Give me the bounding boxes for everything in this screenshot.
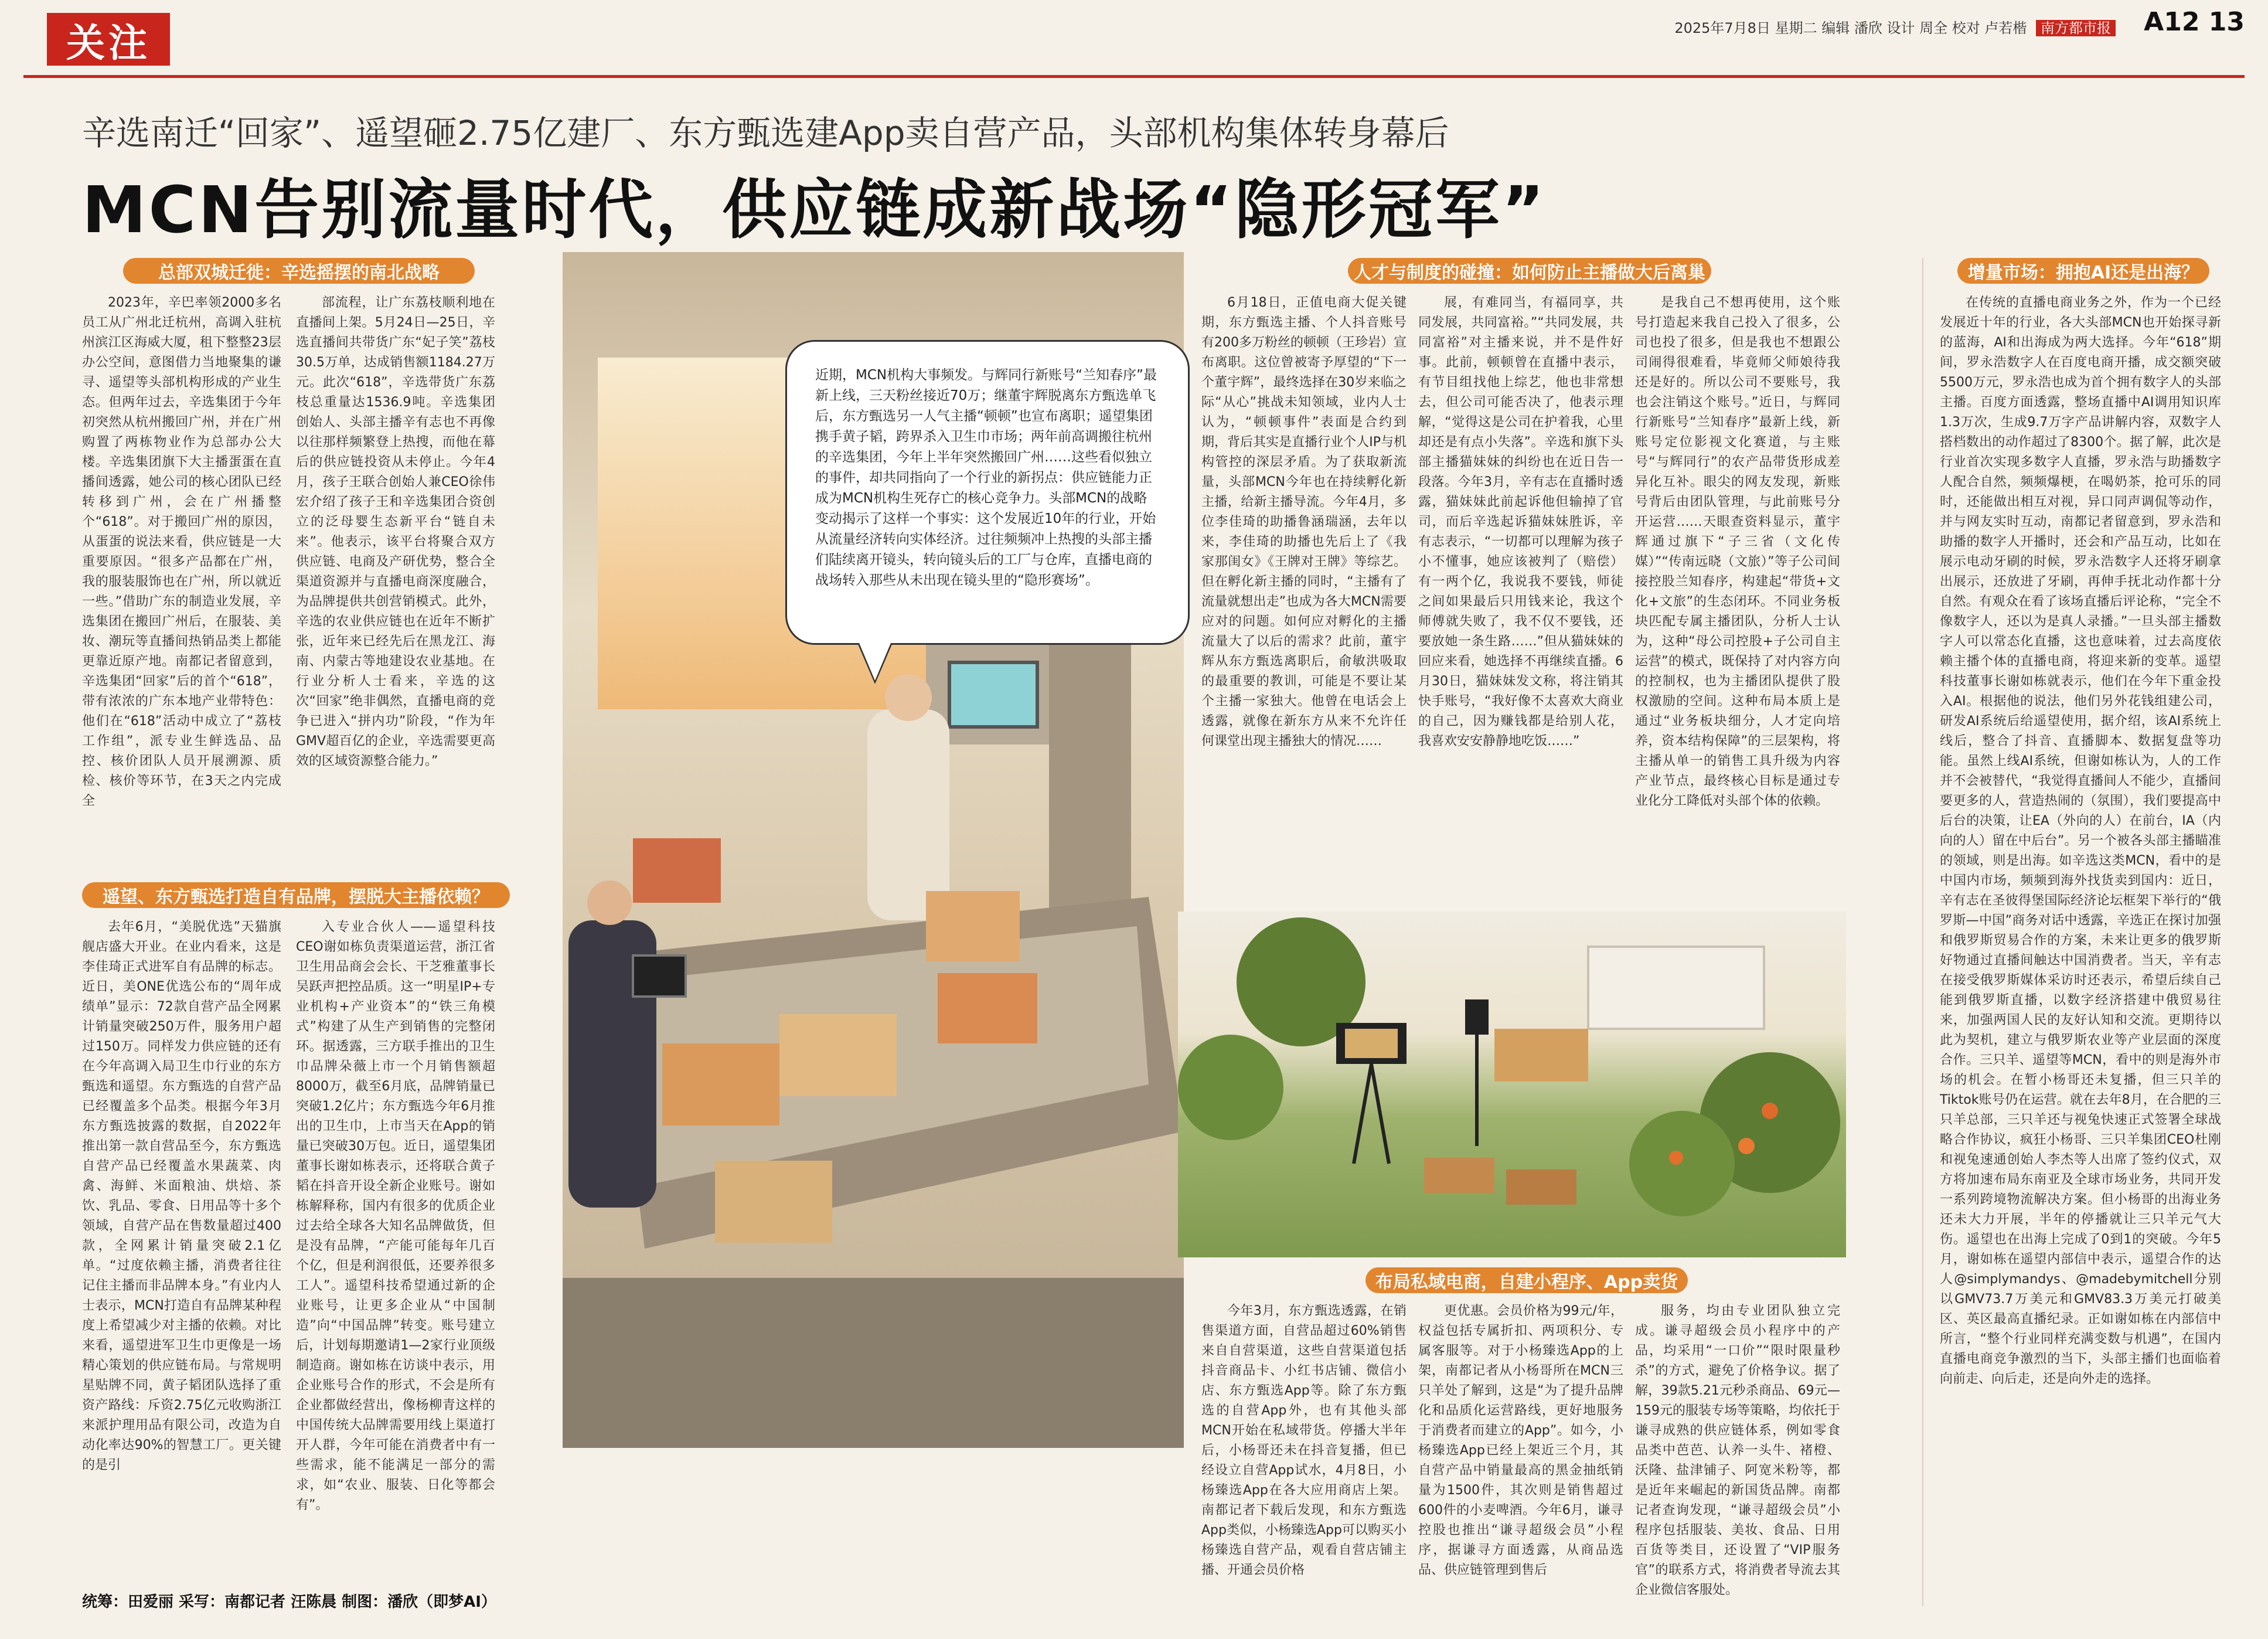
section-header-s2: 遥望、东方甄选打造自有品牌，摆脱大主播依赖？ (82, 882, 510, 908)
credits-line: 统筹：田爱丽 采写：南都记者 汪陈晨 制图：潘欣（即梦AI） (82, 1593, 496, 1611)
header-rule (23, 75, 2245, 78)
column-s4 (1940, 293, 2221, 1606)
paragraph: 部流程，让广东荔枝顺利地在直播间上架。5月24日—25日，辛选直播间共带货广东“妃子笑”荔枝30.5万单，达成销售额1184.27万元。此次“618”，辛选带货广东荔枝总重量达1536.9吨。辛选集团创始人、头部主播辛有志也不再像以往那样频繁登上热搜，而他在幕后的供应链投资从未停止。今年4月，孩子王联合创始人兼CEO徐伟宏介绍了孩子王和辛选集团合资创立的泛母婴生态新平台“链自未来”。他表示，该平台将聚合双方供应链、电商及产研优势，整合全渠道资源并与直播电商深度融合，为品牌提供共创营销模式。此外，辛选的农业供应链也在近年不断扩张，近年来已经先后在黑龙江、海南、内蒙古等地建设农业基地。在行业分析人士看来，辛选的这次“回家”绝非偶然，直播电商的竞争已进入“拼内功”阶段，“作为年GMV超百亿的企业，辛选需要更高效的区域资源整合能力。” (296, 295, 495, 769)
page-header (0, 0, 2268, 76)
paragraph: 入专业合伙人——遥望科技CEO谢如栋负责渠道运营，浙江省卫生用品商会会长、干芝雅董事长吴跃声把控品质。这一“明星IP+专业机构+产业资本”的“铁三角模式”构建了从生产到销售的完整闭环。据透露，三方联手推出的卫生巾品牌朵薇上市一个月销售额超8000万，截至6月底，品牌销量已突破1.2亿片；东方甄选今年6月推出的卫生巾，上市当天在App的销量已突破30万包。近日，遥望集团董事长谢如栋表示，还将联合黄子韬在抖音开设全新企业账号。谢如栋解释称，国内有很多的优质企业过去给全球各大知名品牌做货，但是没有品牌，“产能可能每年几百个亿，但是利润很低，还要养很多工人”。遥望科技希望通过新的企业账号，让更多企业从“中国制造”向“中国品牌”转变。账号建立后，计划每期邀请1—2家行业顶级制造商。谢如栋在访谈中表示，用企业账号合作的形式，不会是所有企业都做经营出，像杨柳青这样的中国传统大品牌需要用线上渠道打开人群，今年可能在消费者中有一些需求，能不能满足一部分的需求，如“农业、服装、日化等都会有”。 (296, 920, 495, 1512)
issue-meta-text: 2025年7月8日 星期二 编辑 潘欣 设计 周全 校对 卢若楷 (1674, 20, 2027, 36)
column-s2-a (82, 917, 281, 1574)
paragraph: 今年3月，东方甄选透露，在销售渠道方面，自营品超过60%销售来自自营渠道，这些自营渠道包括抖音商品卡、小红书店铺、微信小店、东方甄选App等。除了东方甄选的自营App外，也有其他头部MCN开始在私域带货。停播大半年后，小杨哥还未在抖音复播，但已经设立自营App试水，4月8日，小杨臻选App在各大应用商店上架。南都记者下载后发现，和东方甄选App类似，小杨臻选App可以购买小杨臻选自营产品，观看自营店铺主播、开通会员价格 (1201, 1304, 1407, 1577)
article-headline: MCN告别流量时代，供应链成新战场“隐形冠军” (82, 172, 1547, 247)
column-s5-b (1418, 1301, 1623, 1606)
column-s3-a (1201, 293, 1407, 885)
bubble-tail-fill (859, 643, 891, 681)
orchard-art (1178, 912, 1846, 1257)
summary-text: 近期，MCN机构大事频发。与辉同行新账号“兰知春序”最新上线，三天粉丝接近70万；继董宇辉脱离东方甄选单飞后，东方甄选另一人气主播“顿顿”也宣布离职；遥望集团携手黄子韬，跨界杀入卫生巾市场；两年前高调搬往杭州的辛选集团，今年上半年突然搬回广州……这些看似独立的事件，却共同指向了一个行业的新拐点：供应链能力正成为MCN机构生死存亡的核心竞争力。头部MCN的战略变动揭示了这样一个事实：这个发展近10年的行业，开始从流量经济转向实体经济。过往频频冲上热搜的头部主播们陆续离开镜头，转向镜头后的工厂与仓库，直播电商的战场转入那些从未出现在镜头里的“隐形赛场”。 (815, 368, 1157, 588)
paragraph: 去年6月，“美脱优选”天猫旗舰店盛大开业。在业内看来，这是李佳琦正式进军自有品牌的标志。近日，美ONE优选公布的“周年成绩单”显示：72款自营产品全网累计销量突破250万件，服务用户超过150万。同样发力供应链的还有在今年高调入局卫生巾行业的东方甄选和遥望。东方甄选的自营产品已经覆盖多个品类。根据今年3月东方甄选披露的数据，自2022年推出第一款自营品至今，东方甄选自营产品已经覆盖水果蔬菜、肉禽、海鲜、米面粮油、烘焙、茶饮、乳品、零食、日用品等十多个领域，自营产品在售数量超过400款，全网累计销量突破2.1亿单。“过度依赖主播，消费者往往记住主播而非品牌本身。”有业内人士表示，MCN打造自有品牌某种程度上希望减少对主播的依赖。对比来看，遥望进军卫生巾更像是一场精心策划的供应链布局。与常规明星贴牌不同，黄子韬团队选择了重资产路线：斥资2.75亿元收购浙江来派护理用品有限公司，改造为自动化率达90%的智慧工厂。更关键的是引 (82, 920, 281, 1473)
paragraph: 服务，均由专业团队独立完成。谦寻超级会员小程序中的产品，均采用“一口价”“限时限量秒杀”的方式，避免了价格争议。据了解，39款5.21元秒杀商品、69元—159元的服装专场等策略，均依托于谦寻成熟的供应链体系，例如零食品类中芭芭、认养一头牛、褚橙、沃隆、盐津铺子、阿宽米粉等，都是近年来崛起的新国货品牌。南都记者查询发现，“谦寻超级会员”小程序包括服装、美妆、食品、日用百货等类目，还设置了“VIP服务官”的联系方式，将消费者导流去其企业微信客服处。 (1635, 1304, 1840, 1597)
paragraph: 更优惠。会员价格为99元/年，权益包括专属折扣、两项积分、专属客服等。对于小杨臻选App的上架，南都记者从小杨哥所在MCN三只羊处了解到，这是“为了提升品牌化和品质化运营路线，更好地服务于消费者而建立的App”。如今，小杨臻选App已经上架近三个月，其自营产品中销量最高的黑金抽纸销量为1500件，其次则是销售超过600件的小麦啤酒。今年6月，谦寻控股也推出“谦寻超级会员”小程序，据谦寻方面透露，从商品选品、供应链管理到售后 (1418, 1304, 1623, 1577)
section-header-s1: 总部双城迁徙：辛选摇摆的南北战略 (123, 258, 475, 284)
column-s2-b (296, 917, 495, 1574)
column-s3-c (1635, 293, 1840, 885)
section-header-s3: 人才与制度的碰撞：如何防止主播做大后离巢 (1348, 258, 1711, 284)
section-header-s4: 增量市场：拥抱AI还是出海？ (1957, 258, 2209, 284)
column-s5-c (1635, 1301, 1840, 1606)
ai-illustration-orchard (1178, 912, 1846, 1257)
paragraph: 在传统的直播电商业务之外，作为一个已经发展近十年的行业，各大头部MCN也开始探寻新的蓝海，AI和出海成为两大选择。今年“618”期间，罗永浩数字人在百度电商开播，成交额突破5500万元，罗永浩也成为首个拥有数字人的头部主播。百度方面透露，整场直播中AI调用知识库1.3万次，生成9.7万字产品讲解内容，双数字人搭档数出的动作超过了8300个。据了解，此次是行业首次实现多数字人直播，罗永浩与助播数字人配合自然，频频爆梗，在喝奶茶，抢可乐的同时，还能做出相互对视，异口同声调侃等动作，并与网友实时互动，南都记者留意到，罗永浩和助播的数字人开播时，还会和产品互动，比如在展示电动牙刷的时候，罗永浩数字人还将牙刷拿出展示，还放进了牙刷，再伸手抚北动作都十分自然。有观众在看了该场直播后评论称，“完全不像数字人，还以为是真人录播。”一旦头部主播数字人可以常态化直播，这也意味着，过去高度依赖主播个体的直播电商，将迎来新的变革。遥望科技董事长谢如栋就表示，他们在今年下重金投入AI。根据他的说法，他们另外花钱组建公司，研发AI系统后给遥望使用，据介绍，该AI系统上线后，整合了抖音、直播脚本、数据复盘等功能。虽然上线AI系统，但谢如栋认为，人的工作并不会被替代，“我觉得直播间人不能少，直播间要更多的人，营造热闹的（氛围），我们要提高中后台的决策，让EA（外向的人）在前台，IA（内向的人）留在中后台”。另一个被各头部主播瞄准的领域，则是出海。如辛选这类MCN，看中的是中国内市场，频频到海外找货卖到国内：近日，辛有志在圣彼得堡国际经济论坛框架下举行的“俄罗斯—中国”商务对话中透露，辛选正在探讨加强和俄罗斯贸易合作的方案，未来让更多的俄罗斯好物通过直播间触达中国消费者。当天，辛有志在接受俄罗斯媒体采访时还表示，希望后续自己能到俄罗斯直播，以数字经济搭建中俄贸易往来，加强两国人民的友好认知和交流。更期待以此为契机，建立与俄罗斯农业等产业层面的深度合作。三只羊、遥望等MCN，看中的则是海外市场的机会。在暂小杨哥还未复播，但三只羊的Tiktok账号仍在运营。就在去年8月，在合肥的三只羊总部，三只羊还与视兔快速正式签署全球战略合作协议，疯狂小杨哥、三只羊集团CEO杜刚和视兔速通创始人李杰等人出席了签约仪式，双方将加速布局东南亚及全球市场业务，共同开发一系列跨境物流解决方案。但小杨哥的出海业务还未大力开展，半年的停播就让三只羊元气大伤。遥望也在出海上完成了0到1的突破。今年5月，谢如栋在遥望内部信中表示，遥望合作的达人@simplymandys、@madebymitchell分别以GMV73.7万美元和GMV83.3万美元打破美区、英区最高直播纪录。正如谢如栋在内部信中所言，“整个行业同样充满变数与机遇”，在国内直播电商竞争激烈的当下，头部主播们也面临着向前走、向后走，还是向外走的选择。 (1940, 295, 2221, 1386)
brand-logo: 南方都市报 (2036, 20, 2116, 36)
paragraph: 2023年，辛巴率领2000多名员工从广州北迁杭州，高调入驻杭州滨江区海威大厦，租下整整23层办公空间，意图借力当地聚集的谦寻、遥望等头部机构形成的产业生态。但两年过去，辛选集团于今年初突然从杭州搬回广州，并在广州购置了两栋物业作为总部办公大楼。辛选集团旗下大主播蛋蛋在直播间透露，她公司的核心团队已经转移到广州，会在广州播整个“618”。对于搬回广州的原因，从蛋蛋的说法来看，供应链是一大重要原因。“很多产品都在广州，我的服装服饰也在广州，所以就近一些。”借助广东的制造业发展，辛选集团在搬回广州后，在服装、美妆、潮玩等直播间热销品类上都能更靠近原产地。南都记者留意到，辛选集团“回家”后的首个“618”，带有浓浓的广东本地产业带特色：他们在“618”活动中成立了“荔枝工作组”，派专业生鲜选品、品控、核价团队人员开展溯源、质检、核价等环节，在3天之内完成全 (82, 295, 281, 808)
column-s5-a (1201, 1301, 1407, 1606)
article-subtitle: 辛选南迁“回家”、遥望砸2.75亿建厂、东方甄选建App卖自营产品，头部机构集体转身幕后 (82, 113, 1449, 153)
column-s1-b (296, 293, 495, 885)
section-tag: 关注 (47, 13, 170, 66)
column-s3-b (1418, 293, 1623, 885)
column-s1-a (82, 293, 281, 885)
paragraph: 6月18日，正值电商大促关键期，东方甄选主播、个人抖音账号有200多万粉丝的顿顿（王珍岩）宣布离职。这位曾被寄予厚望的“下一个董宇辉”，最终选择在30岁来临之际“从心”挑战未知领域，业内人士认为，“顿顿事件”表面是合约到期，背后其实是直播行业个人IP与机构管控的深层矛盾。为了获取新流量，头部MCN今年也在持续孵化新主播，给新主播导流。今年4月，多位李佳琦的助播鲁涵瑞涵，去年以来，李佳琦的助播也先后上了《我家那闺女》《王牌对王牌》等综艺。但在孵化新主播的同时，“主播有了流量就想出走”也成为各大MCN需要应对的问题。如何应对孵化的主播流量大了以后的需求？此前，董宇辉从东方甄选离职后，俞敏洪吸取的最重要的教训，可能是不要让某个主播一家独大。他曾在电话会上透露，就像在新东方从来不允许任何课堂出现主播独大的情况…… (1201, 295, 1407, 749)
column-divider (1922, 258, 1923, 1606)
speech-bubble-summary (785, 340, 1190, 645)
paragraph: 展，有难同当，有福同享，共同发展，共同富裕。”“共同发展，共同富裕”对主播来说，并不是件好事。此前，顿顿曾在直播中表示，有节目组找他上综艺，他也非常想去，但公司可能否决了，他表示理解，“觉得这是公司在护着我，心里却还是有点小失落”。辛选和旗下头部主播猫妹妹的纠纷也在近日告一段落。今年3月，辛有志在直播时透露，猫妹妹此前起诉他但输掉了官司，而后辛选起诉猫妹妹胜诉，辛有志表示，“一切都可以理解为孩子小不懂事，她应该被判了（赔偿）有一两个亿，我说我不要钱，师徒之间如果最后只用钱来论，我这个师傅就失败了，我不仅不要钱，还要放她一条生路……”但从猫妹妹的回应来看，她选择不再继续直播。6月30日，猫妹妹发文称，将注销其快手账号，“我好像不太喜欢大商业的自己，因为赚钱都是给别人花，我喜欢安安静静地吃饭……” (1418, 295, 1623, 749)
section-header-s5: 布局私域电商，自建小程序、App卖货 (1365, 1267, 1688, 1293)
page-number: A12 13 (2144, 7, 2245, 37)
issue-meta (1674, 16, 2116, 37)
paragraph: 是我自己不想再使用，这个账号打造起来我自己投入了很多，公司也投了很多，但是我也不想跟公司闹得很难看，毕竟师父师娘待我还是好的。所以公司不要账号，我也会注销这个账号。”近日，与辉同行新账号“兰知春序”最新上线，新账号定位影视文化赛道，与主账号“与辉同行”的农产品带货形成差异化互补。眼尖的网友发现，新账号背后由团队管理，与此前账号分开运营……天眼查资料显示，董宇辉通过旗下“子三省（文化传媒）”“传南远晓（文旅）”等子公司间接控股兰知春序，构建起“带货+文化+文旅”的生态闭环。不同业务板块匹配专属主播团队，分析人士认为，这种“母公司控股+子公司自主运营”的模式，既保持了对内容方向的控制权，也为主播团队提供了股权激励的空间。这种布局本质上是通过“业务板块细分，人才定向培养，资本结构保障”的三层架构，将主播从单一的销售工具升级为内容产业节点，最终核心目标是通过专业化分工降低对头部个体的依赖。 (1635, 295, 1840, 808)
